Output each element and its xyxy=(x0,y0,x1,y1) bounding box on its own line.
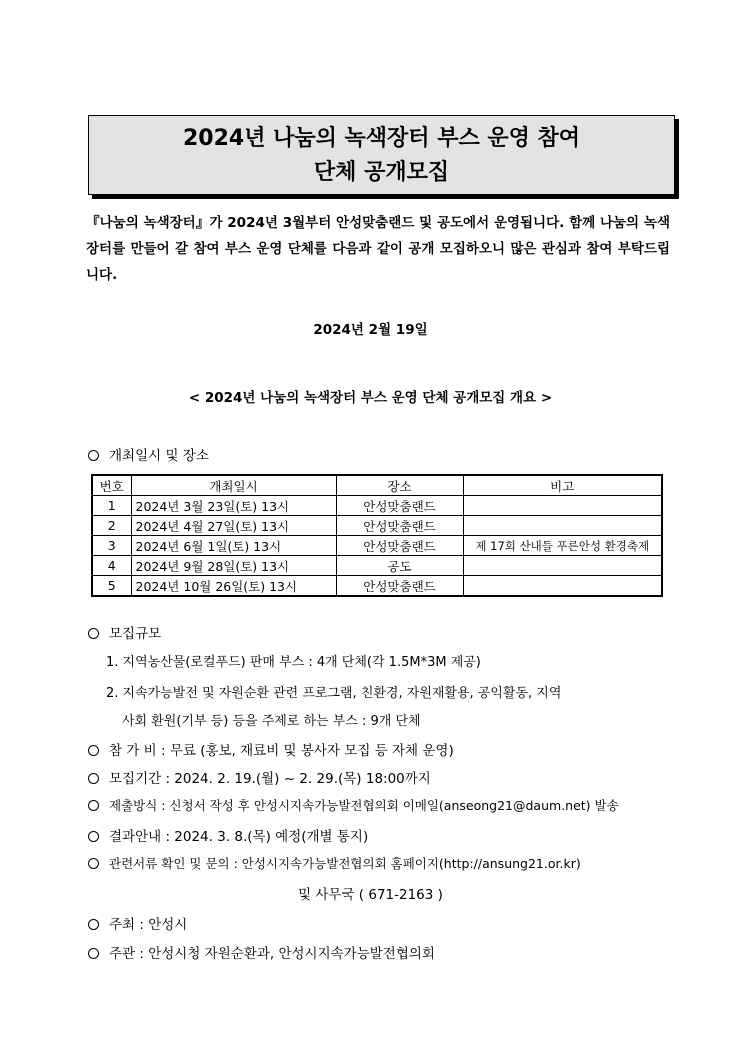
circle-bullet-icon xyxy=(88,628,99,639)
row-note xyxy=(463,576,662,597)
table-row xyxy=(92,516,662,536)
title-line-2: 단체 공개모집 xyxy=(313,160,450,185)
table-header-datetime: 개최일시 xyxy=(131,475,336,496)
circle-bullet-icon xyxy=(88,773,99,784)
row-datetime: 2024년 3월 23일(토) 13시 xyxy=(131,496,336,516)
row-number: 4 xyxy=(92,556,131,576)
row-number: 1 xyxy=(92,496,131,516)
scale-item-2-line-1: 2. 지속가능발전 및 자원순환 관련 프로그램, 친환경, 자원재활용, 공익활동, 지역 xyxy=(106,686,562,701)
overview-heading: < 2024년 나눔의 녹색장터 부스 운영 단체 공개모집 개요 > xyxy=(188,390,553,406)
table-row xyxy=(92,536,662,556)
scale-item-2-line-2: 사회 환원(기부 등) 등을 주제로 하는 부스 : 9개 단체 xyxy=(122,714,421,729)
row-datetime: 2024년 4월 27일(토) 13시 xyxy=(131,516,336,536)
organizer-line: 주관 : 안성시청 자원순환과, 안성시지속가능발전협의회 xyxy=(88,942,435,962)
row-place: 안성맞춤랜드 xyxy=(336,516,463,536)
table-row xyxy=(92,496,662,516)
row-place: 안성맞춤랜드 xyxy=(336,536,463,556)
result-line: 결과안내 : 2024. 3. 8.(목) 예정(개별 통지) xyxy=(88,825,368,845)
table-header-note: 비고 xyxy=(463,475,662,496)
circle-bullet-icon xyxy=(88,919,99,930)
table-row xyxy=(92,556,662,576)
row-number: 3 xyxy=(92,536,131,556)
circle-bullet-icon xyxy=(88,800,99,811)
inquiry-line-2: 및 사무국 ( 671-2163 ) xyxy=(298,887,443,903)
period-line: 모집기간 : 2024. 2. 19.(월) ~ 2. 29.(목) 18:00까지 xyxy=(88,767,431,787)
row-place: 공도 xyxy=(336,556,463,576)
row-datetime: 2024년 6월 1일(토) 13시 xyxy=(131,536,336,556)
fee-line: 참 가 비 : 무료 (홍보, 재료비 및 봉사자 모집 등 자체 운영) xyxy=(88,739,454,759)
row-number: 5 xyxy=(92,576,131,597)
circle-bullet-icon xyxy=(88,948,99,959)
scale-heading: 모집규모 xyxy=(88,622,161,642)
row-note xyxy=(463,516,662,536)
row-datetime: 2024년 10월 26일(토) 13시 xyxy=(131,576,336,597)
schedule-table xyxy=(91,474,663,597)
scale-item-1: 1. 지역농산물(로컬푸드) 판매 부스 : 4개 단체(각 1.5M*3M 제공) xyxy=(106,655,481,670)
row-place: 안성맞춤랜드 xyxy=(336,496,463,516)
title-box xyxy=(88,115,675,195)
inquiry-line: 관련서류 확인 및 문의 : 안성시지속가능발전협의회 홈페이지(http://ansung21.or.kr) xyxy=(88,854,581,872)
host-line: 주최 : 안성시 xyxy=(88,913,187,933)
table-header-place: 장소 xyxy=(336,475,463,496)
circle-bullet-icon xyxy=(88,450,99,461)
row-note xyxy=(463,496,662,516)
row-datetime: 2024년 9월 28일(토) 13시 xyxy=(131,556,336,576)
title-line-1: 2024년 나눔의 녹색장터 부스 운영 참여 xyxy=(182,126,581,151)
table-row xyxy=(92,576,662,597)
circle-bullet-icon xyxy=(88,831,99,842)
row-number: 2 xyxy=(92,516,131,536)
schedule-heading: 개최일시 및 장소 xyxy=(88,444,209,464)
submission-line: 제출방식 : 신청서 작성 후 안성시지속가능발전협의회 이메일(anseong21@daum.net) 발송 xyxy=(88,796,619,814)
row-note: 제 17회 산내들 푸른안성 환경축제 xyxy=(463,536,662,556)
row-place: 안성맞춤랜드 xyxy=(336,576,463,597)
row-note xyxy=(463,556,662,576)
circle-bullet-icon xyxy=(88,745,99,756)
announcement-date: 2024년 2월 19일 xyxy=(313,322,428,338)
table-header-no: 번호 xyxy=(92,475,131,496)
intro-paragraph: 『나눔의 녹색장터』가 2024년 3월부터 안성맞춤랜드 및 공도에서 운영됩니다. 함께 나눔의 녹색장터를 만들어 갈 참여 부스 운영 단체를 다음과 같이 공개 모집하오니 많은 관심과 참여 부탁드립니다. xyxy=(86,215,670,283)
circle-bullet-icon xyxy=(88,858,99,869)
